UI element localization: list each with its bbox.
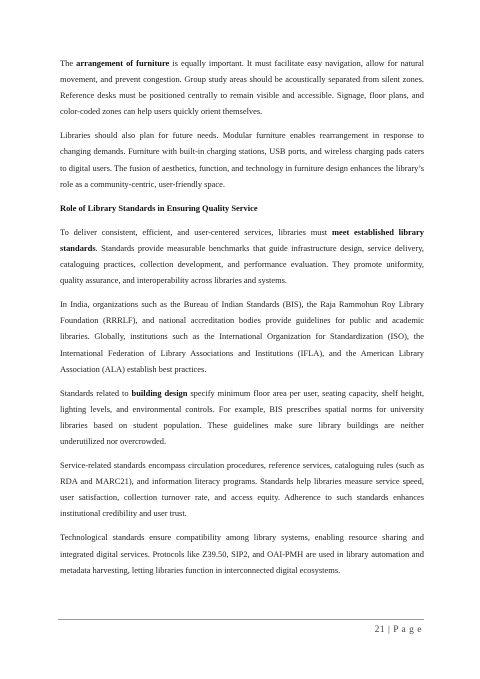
paragraph-text: specify minimum floor area per user, seating capacity, shelf height, lighting levels, and environmental controls. For example, BIS prescribes spatial norms for university libraries based on student population. These guidelines make sure library buildings are neither underutilized nor overcrowded. (60, 387, 425, 446)
page-number: 21 | P a g e (374, 625, 422, 635)
paragraph-text: The (60, 58, 77, 68)
paragraph-text: is equally important. It must facilitate easy navigation, allow for natural movement, and prevent congestion. Group study areas should be acoustically separated from silent zones. Reference desks must be positioned centrally to remain visible and accessible. Signage, floor plans, and color-coded zones can help users quickly orient themselves. (60, 58, 424, 117)
paragraph-text: Standards related to (60, 387, 132, 398)
paragraph-service-standards: Service-related standards encompass circulation procedures, reference services, cataloguing rules (such as RDA and MARC21), and information literacy programs. Standards help libraries measure service speed, user satisfaction, collection turnover rate, and access equity. Adherence to such standards enhances institutional credibility and user trust. (60, 460, 424, 519)
paragraph-furniture-arrangement (60, 55, 424, 119)
paragraph-text: . Standards provide measurable benchmarks that guide infrastructure design, service delivery, cataloguing practices, collection development, and performance evaluation. They promote uniformity, quality assurance, and interoperability across libraries and systems. (60, 242, 424, 286)
paragraph-organizations: In India, organizations such as the Bureau of Indian Standards (BIS), the Raja Rammohun Roy Library Foundation (RRRLF), and national accreditation bodies provide guidelines for public and academic libraries. Globally, institutions such as the International Organization for Standardization (ISO), the International Federation of Library Associations and Institutions (IFLA), and the American Library Association (ALA) establish best practices. (60, 299, 424, 374)
paragraph-text: To deliver consistent, efficient, and user-centered services, libraries must (60, 226, 332, 237)
bold-term: building design (131, 387, 188, 398)
section-heading: Role of Library Standards in Ensuring Quality Service (60, 202, 258, 213)
footer-divider (58, 619, 424, 620)
bold-term: arrangement of furniture (76, 58, 170, 68)
paragraph-standards-intro (60, 224, 424, 288)
bold-term: meet established library standards (60, 226, 424, 253)
paragraph-technological-standards: Technological standards ensure compatibility among library systems, enabling resource sharing and integrated digital services. Protocols like Z39.50, SIP2, and OAI-PMH are used in library automation and metadata harvesting, letting libraries function in interconnected digital ecosystems. (60, 532, 424, 575)
page-body (60, 55, 424, 586)
paragraph-building-design (60, 385, 424, 449)
paragraph-future-needs: Libraries should also plan for future needs. Modular furniture enables rearrangement in response to changing demands. Furniture with built-in charging stations, USB ports, and wireless charging pads caters to digital users. The fusion of aesthetics, function, and technology in furniture design enhances the library’s role as a community-centric, user-friendly space. (60, 130, 424, 189)
